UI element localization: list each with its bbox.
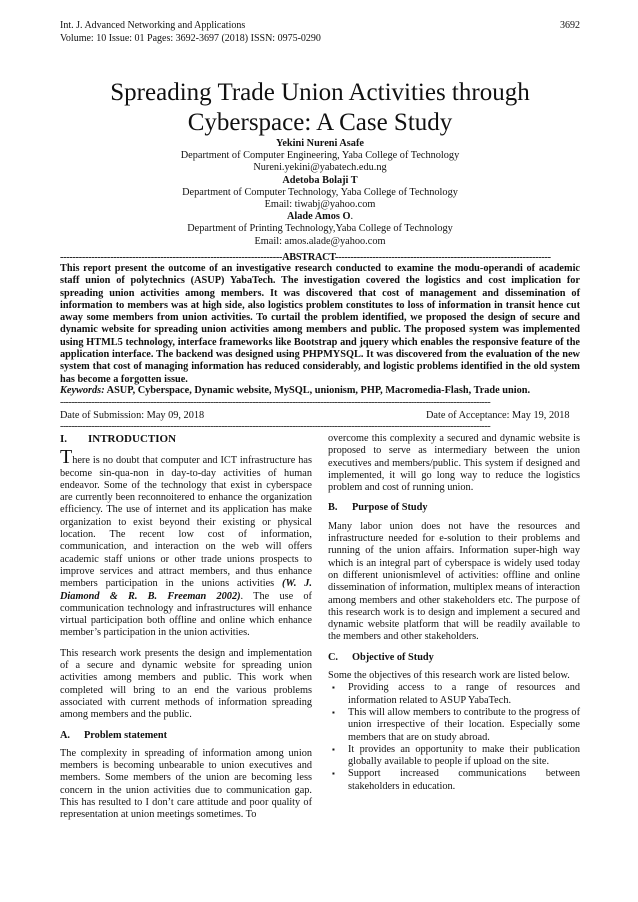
bullet-icon: ▪ (332, 744, 335, 754)
keywords-label: Keywords: (60, 385, 105, 396)
section-number: A. (60, 729, 71, 741)
running-header (60, 19, 580, 45)
section-title: Problem statement (84, 729, 168, 741)
author-block (60, 138, 580, 248)
author-name: Alade Amos O (286, 211, 351, 223)
list-item-text: Support increased communications between stakeholders in education. (348, 768, 580, 792)
volume-info: Volume: 10 Issue: 01 Pages: 3692-3697 (2018) ISSN: 0975-0290 (60, 33, 321, 44)
list-item-text: This will allow members to contribute to the progress of union irrespective of their location. Especially some members that are on study abroad. (348, 706, 580, 743)
section-number: C. (328, 651, 339, 663)
section-heading-objective (328, 652, 580, 664)
page-number: 3692 (560, 20, 580, 31)
purpose-paragraph: Many labor union does not have the resources and infrastructure needed for e-solution to their problems and running of the union affairs. Information super-high way which is an integral part of cyberspace is widely used today on different unionismlevel of activities: offline and online dissemination of information, multiplex means of interaction among members and other stakeholders etc. The purpose of this research work is to design and implement a secured and dynamic website platform that will be readily available to the members and other stakeholders. (328, 520, 580, 643)
drop-cap: T (60, 446, 73, 469)
list-item (328, 768, 580, 793)
bullet-icon: ▪ (332, 683, 335, 693)
keywords-line (60, 385, 580, 397)
submission-date: Date of Submission: May 09, 2018 (60, 410, 205, 421)
citation: (W. J. Diamond & R. B. Freeman 2002) (60, 578, 312, 602)
list-item-text: Providing access to a range of resources and information related to ASUP YabaTech. (348, 682, 580, 706)
section-title: Objective of Study (352, 651, 434, 663)
journal-name: Int. J. Advanced Networking and Applications (60, 20, 246, 31)
list-item (328, 707, 580, 744)
paper-title (60, 78, 580, 138)
bullet-icon: ▪ (332, 769, 335, 779)
author-affiliation: Department of Computer Technology, Yaba College of Technology (182, 186, 458, 198)
separator-line: -------------------------------------------------------------------------------------------------------------------------------------------------------- (60, 397, 491, 408)
author-name: Yekini Nureni Asafe (276, 138, 364, 149)
left-column (60, 433, 312, 830)
paragraph-text: . The use of communication technology and infrastructures will enhance virtual participation both offline and online which enhance member’s participation in the union activities. (60, 590, 312, 639)
right-column (328, 433, 580, 793)
keywords-list: ASUP, Cyberspace, Dynamic website, MySQL, unionism, PHP, Macromedia-Flash, Trade union. (104, 385, 531, 396)
section-number: I. (60, 433, 68, 445)
list-item-text: It provides an opportunity to make their publication globally available to people if upload on the site. (348, 743, 580, 768)
author-name-suffix: . (350, 211, 354, 223)
objective-list (328, 682, 580, 793)
intro-paragraph-2: This research work presents the design and implementation of a secure and dynamic website for spreading union activities among members and public. This work when completed will bring to an end the various problems associated with current methods of information spreading among members and the public. (60, 647, 312, 721)
abstract-heading-rule: -----------------------------------------------------------------------ABSTRACT--------------------------------------------------------------------- (60, 252, 551, 263)
author-email: Email: amos.alade@yahoo.com (254, 235, 386, 247)
section-title: Purpose of Study (352, 502, 428, 514)
section-heading-purpose (328, 502, 580, 514)
author-name: Adetoba Bolaji T (282, 174, 358, 186)
paragraph-text: here is no doubt that computer and ICT infrastructure has become sin-qua-non in day-to-day activities of human endeavor. Some of the technology that exist in cyberspace are currently been reconnoitered to enhance the organization efficiency. The use of internet and its application has make organization to exist beyond their existing or physical location. The recent low cost of information, communication, and interaction on the web will offers academic staff unions or other trade unions prospects to improve services and attract members, and thus enhance members participation in the unions activities (60, 455, 312, 590)
author-name-line (60, 211, 580, 223)
acceptance-date: Date of Acceptance: May 19, 2018 (426, 410, 570, 421)
intro-paragraph-1 (60, 446, 312, 639)
abstract-text: This report present the outcome of an investigative research conducted to examine the modu-operandi of academic staff union of polytechnics (ASUP) YabaTech. The investigation covered the logistics and cost implication for spreading union activities among members. It was discovered that cost of management and dissemination of information to members was at high side, also logistics problem constitutes to loss of information in transit hence cut away some members from union activities. To curtail the problem identified, we proposed the design of secure and dynamic website for spreading union activities among members and public. The proposed system was implemented using HTML5 technology, interface frameworks like Bootstrap and jquery which enables the responsive feature of the application interface. The backend was designed using PHPMYSQL. It was discovered from the evaluation of the new system that cost of managing information has reduced considerably, and logistic problems identified in the old system has become a forgotten issue. (60, 263, 580, 385)
title-line-1: Spreading Trade Union Activities through (110, 79, 530, 106)
author-email: Nureni.yekini@yabatech.edu.ng (253, 162, 387, 174)
problem-paragraph-continued: overcome this complexity a secured and dynamic website is proposed to serve as intermediary between the union executives and members/public. This system if designed and implemented, it will go long way to reduce the logistics problem and cost of running union. (328, 433, 580, 494)
objective-intro: Some the objectives of this research work are listed below. (328, 670, 570, 682)
section-number: B. (328, 502, 338, 514)
bullet-icon: ▪ (332, 707, 335, 717)
section-title: INTRODUCTION (88, 433, 177, 445)
author-affiliation: Department of Printing Technology,Yaba College of Technology (187, 223, 453, 235)
author-email: Email: tiwabj@yahoo.com (264, 199, 376, 211)
author-affiliation: Department of Computer Engineering, Yaba College of Technology (180, 150, 460, 162)
problem-paragraph: The complexity in spreading of information among union members is becoming unbearable to union executives and members. Some members of the union are becoming less concern in the union activities due to communication gap. This has resulted to I don’t care attitude and poor quality of representation at union meetings sometimes. To (60, 747, 312, 821)
separator-line: -------------------------------------------------------------------------------------------------------------------------------------------------------- (60, 421, 491, 432)
list-item (328, 682, 580, 707)
section-heading-introduction (60, 433, 312, 445)
list-item (328, 744, 580, 769)
section-heading-problem (60, 730, 312, 742)
title-line-2: Cyberspace: A Case Study (187, 109, 453, 136)
